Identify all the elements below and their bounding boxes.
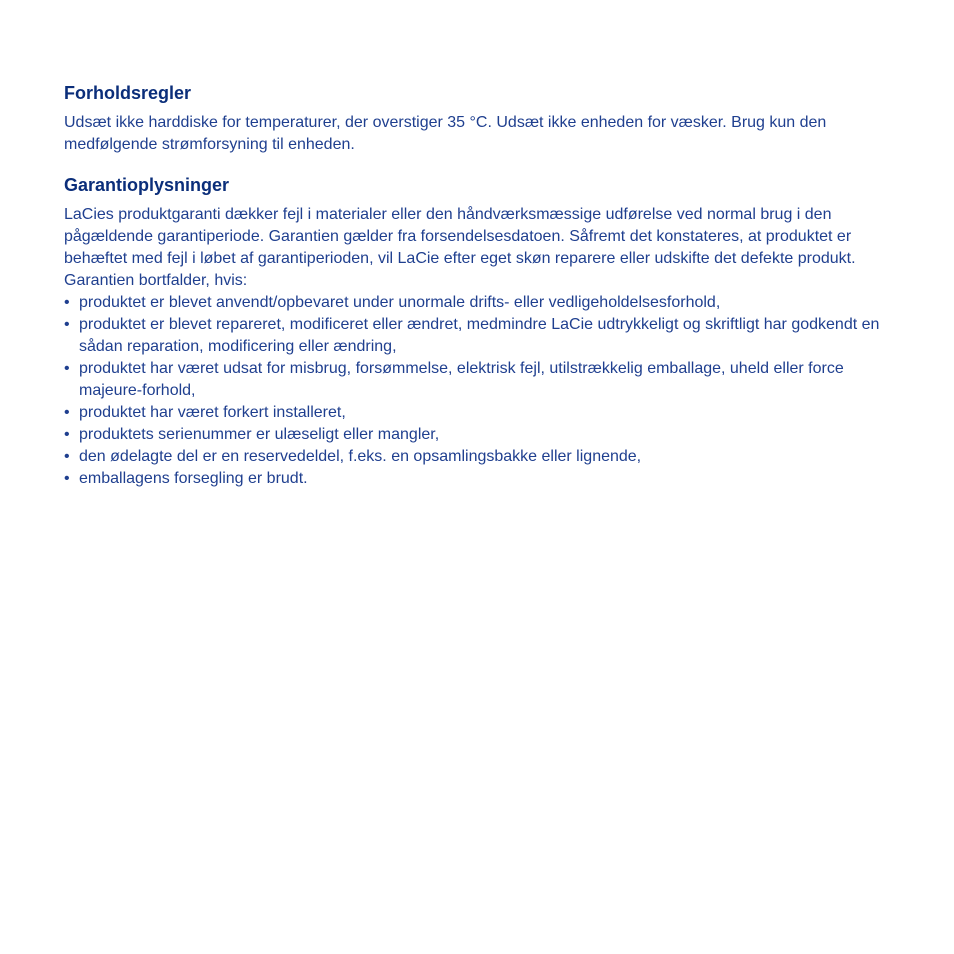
bullet-icon: • (64, 316, 70, 333)
bullet-icon: • (64, 360, 70, 377)
bullet-icon: • (64, 448, 70, 465)
list-item (64, 402, 904, 424)
bullet-icon: • (64, 294, 70, 311)
list-item (64, 314, 904, 358)
bullet-icon: • (64, 470, 70, 487)
precautions-heading: Forholdsregler (64, 83, 192, 103)
precautions-text: Udsæt ikke harddiske for temperaturer, der overstiger 35 °C. Udsæt ikke enheden for væsker. Brug kun den medfølgende strømforsyning til enheden. (64, 114, 827, 153)
warranty-section (64, 174, 904, 490)
list-item (64, 358, 904, 402)
list-item (64, 424, 904, 446)
list-item-text: produktet har været forkert installeret, (79, 404, 346, 421)
list-item-text: produktet er blevet anvendt/opbevaret under unormale drifts- eller vedligeholdelsesforhold, (79, 294, 721, 311)
list-item (64, 292, 904, 314)
list-item-text: produktets serienummer er ulæseligt eller mangler, (79, 426, 440, 443)
list-item-text: emballagens forsegling er brudt. (79, 470, 308, 487)
warranty-void-intro: Garantien bortfalder, hvis: (64, 272, 248, 289)
list-item-text: produktet er blevet repareret, modificeret eller ændret, medmindre LaCie udtrykkeligt og skriftligt har godkendt en sådan reparation, modificering eller ændring, (79, 316, 880, 355)
list-item (64, 446, 904, 468)
bullet-icon: • (64, 426, 70, 443)
list-item-text: produktet har været udsat for misbrug, forsømmelse, elektrisk fejl, utilstrækkelig emballage, uheld eller force majeure-forhold, (79, 360, 844, 399)
bullet-icon: • (64, 404, 70, 421)
warranty-conditions-list (64, 292, 904, 490)
list-item-text: den ødelagte del er en reservedeldel, f.eks. en opsamlingsbakke eller lignende, (79, 448, 642, 465)
warranty-heading: Garantioplysninger (64, 175, 230, 195)
document-page (64, 82, 904, 490)
precautions-section (64, 82, 904, 156)
list-item (64, 468, 904, 490)
warranty-text: LaCies produktgaranti dækker fejl i materialer eller den håndværksmæssige udførelse ved normal brug i den pågældende garantiperiode. Garantien gælder fra forsendelsesdatoen. Såfremt det konstateres, at produktet er behæftet med fejl i løbet af garantiperioden, vil LaCie efter eget skøn reparere eller udskifte det defekte produkt. (64, 206, 856, 267)
